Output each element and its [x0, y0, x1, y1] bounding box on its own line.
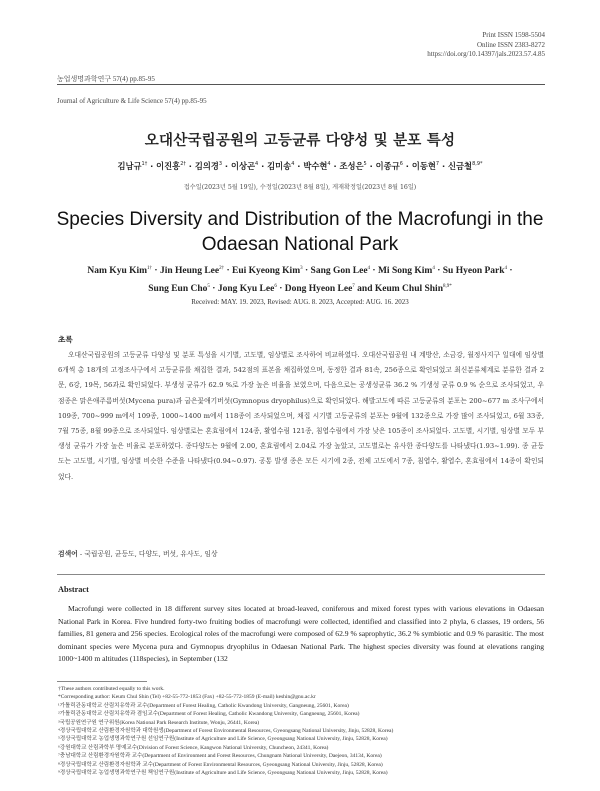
- author-name: 이종규: [375, 161, 400, 171]
- en-dates: Received: MAY. 19. 2023, Revised: AUG. 8. 2023, Accepted: AUG. 16. 2023: [191, 298, 409, 306]
- author-affiliation-mark: 4: [255, 161, 259, 168]
- author-name: Sung Eun Cho: [148, 284, 208, 295]
- author-affiliation-mark: 1†: [141, 161, 148, 168]
- online-issn: Online ISSN 2383-8272: [476, 40, 545, 49]
- footnotes: [58, 685, 548, 777]
- section-rule: [57, 574, 545, 575]
- author-name: 이상곤: [230, 161, 256, 171]
- footnote-line: ¹가톨릭관동대학교 산림치유학과 교수(Department of Forest Healing, Catholic Kwandong University, Gangneung, 25601, Korea): [58, 702, 349, 709]
- author-affiliation-mark: 6: [274, 284, 277, 290]
- author-name: 박수현: [303, 161, 328, 171]
- en-abstract-heading: Abstract: [58, 585, 89, 594]
- author-affiliation-mark: 4: [432, 266, 435, 271]
- footnote-line: ³국립공원연구원 연구위원(Korea National Park Research Institute, Wonju, 26441, Korea): [58, 719, 260, 726]
- author-name: 김의경: [194, 161, 219, 171]
- en-title: Species Diversity and Distribution of the Macrofungi in the Odaesan National Park: [56, 209, 544, 255]
- keywords-label: 검색어: [58, 550, 78, 558]
- author-name: 조성은: [339, 161, 364, 171]
- en-authors-line-2: Sung Eun Cho$^5$ · Jong Kyu Lee$^6$ · Dong Hyeon Lee$^7$ and Keum Chul Shin$^{8,9*}$: [148, 284, 452, 295]
- footnote-line: ⁸경상국립대학교 산림환경자원학과 교수(Department of Forest Environmental Resources, Gyeongsang National University, Jinju, 52828, Korea): [58, 761, 383, 768]
- footnote-rule: [57, 681, 147, 682]
- footnote-line: ⁷충남대학교 산림환경자원학과 교수(Department of Environment and Forest Resources, Chungnam National University, Daejeon, 34134, Korea): [58, 753, 382, 760]
- doi-link[interactable]: https://doi.org/10.14397/jals.2023.57.4.85: [427, 50, 545, 58]
- ko-title: 오대산국립공원의 고등균류 다양성 및 분포 특성: [144, 133, 456, 149]
- author-name: Mi Song Kim: [377, 266, 433, 277]
- author-affiliation-mark: 3: [300, 266, 303, 271]
- author-affiliation-mark: 8,9*: [472, 161, 483, 168]
- ko-abstract-heading: 초록: [58, 335, 73, 344]
- author-name: Nam Kyu Kim: [87, 266, 148, 277]
- author-name: Jin Heung Lee: [159, 266, 220, 277]
- author-affiliation-mark: 5: [363, 161, 367, 168]
- print-issn: Print ISSN 1598-5504: [482, 31, 545, 39]
- en-abstract: Macrofungi were collected in 18 different survey sites located at broad-leaved, coniferous and mixed forest types with various elevations in Odaesan National Park in Korea. Five hundred forty-two fruiting bodies of macrofungi were collected, identified and classified into 2 phyla, 6 classes, 19 orders, 56 families, 81 genera and 256 species. Ecological roles of the macrofungi were composed of 62.9 % saprophytic, 36.2 % symbiotic and 0.9 % parasitic. The most dominant species were Mycena pura and Gymnopus dryophilus in Odaesan National Park. The highest species diversity was found at elevations ranging 1000~1400 m altitudes (118species), in September (132: [58, 604, 544, 664]
- footnote-line: ⁴경상국립대학교 산림환경자원학과 대학원생(Department of Forest Environmental Resources, Gyeongsang National University, Jinju, 52828, Korea): [58, 728, 394, 735]
- author-affiliation-mark: 1†: [147, 266, 153, 271]
- author-name: Jong Kyu Lee: [217, 284, 275, 295]
- author-name: 이동현: [411, 161, 436, 171]
- author-affiliation-mark: 3: [218, 161, 223, 168]
- en-journal-ref: Journal of Agriculture & Life Science 57(4) pp.85-95: [57, 97, 207, 105]
- ko-journal-ref: 농업생명과학연구 57(4) pp.85-95: [57, 75, 155, 83]
- author-affiliation-mark: 4: [367, 266, 371, 271]
- author-name: Su Hyeon Park: [442, 266, 505, 277]
- footnote-line: ⁶강원대학교 산림과학부 명예교수(Division of Forest Science, Kangwon National University, Chuncheon, 24341, Korea): [58, 744, 329, 751]
- author-name: Dong Hyeon Lee: [284, 284, 353, 295]
- issn-block: [427, 31, 545, 60]
- author-affiliation-mark: 2†: [180, 161, 186, 168]
- footnote-line: ⁵경상국립대학교 농업생명과학연구원 선임연구원(Institute of Agriculture and Life Science, Gyeongsang National University, Jinju, 52828, Korea): [58, 736, 388, 743]
- ko-dates: 접수일(2023년 5월 19일), 수정일(2023년 8월 8일), 게재확정일(2023년 8월 16일): [183, 184, 417, 191]
- header-rule: [57, 84, 545, 85]
- and-word: and: [354, 284, 375, 295]
- ko-abstract: 오대산국립공원의 고등균류 다양성 및 분포 특성을 시기별, 고도별, 임상별로 조사하여 비교하였다. 오대산국립공원 내 계방산, 소금강, 월정사지구 일대에 임상별 6개씩 총 18개의 고정조사구에서 고등균류를 채집한 결과, 542점의 표본을 채집하였으며, 동정한 결과 81속, 256종으로 확인되었고 최신분류체계로 분류한 결과 2문, 6강, 19목, 56과로 확인되었다. 부생성 균류가 62.9 %로 가장 높은 비율을 보였으며, 다음으로는 공생성균류 36.2 % 기생성 균류 0.9 % 순으로 조사되었고, 우점종은 맑은애주름버섯(Mycena pura)과 굽은꽃애기버섯(Gymnopus dryophilus)으로 확인되었다. 해발고도에 따른 고등균류의 분포는 200~677 m 조사구에서 109종, 700~999 m에서 109종, 1000~1400 m에서 118종이 조사되었으며, 채집 시기별 고등균류의 분포는 9월에 132종으로 가장 많이 조사되었고, 6월 33종, 7월 75종, 8월 99종으로 조사되었다. 임상별로는 혼효림에서 124종, 활엽수림 121종, 침엽수림에서 가장 낮은 105종이 조사되었다. 고도별, 시기별, 임상별 모두 부생성 균류가 가장 높은 비율로 분포하였다. 종다양도는 9월에 2.00, 혼효림에서 2.04로 가장 높았고, 고도별로는 유사한 종다양도를 나타냈다(1.93~1.99). 종 균등도는 고도별, 시기별, 임상별 비슷한 수준을 나타냈다(0.94~0.97). 공통 발생 종은 모든 시기에 2종, 전체 고도에서 7종, 침엽수, 활엽수, 혼효림에서 14종이 확인되었다.: [58, 351, 544, 481]
- author-affiliation-mark: 8,9*: [443, 284, 452, 290]
- author-name: 김미송: [267, 161, 292, 171]
- author-affiliation-mark: 4: [291, 161, 295, 168]
- keywords-list: - 국립공원, 균등도, 다양도, 버섯, 유사도, 임상: [77, 550, 218, 558]
- en-authors: [60, 261, 540, 297]
- footnote-line: †These authors contributed equally to this work.: [58, 686, 165, 692]
- author-name: Eui Kyeong Kim: [232, 266, 301, 277]
- author-affiliation-mark: 4: [327, 161, 331, 168]
- en-authors-line-1: Nam Kyu Kim$^{1\dagger}$ · Jin Heung Lee$^{2\dagger}$ · Eui Kyeong Kim$^3$ · Sang Gon Lee$^4$ · Mi Song Kim$^4$ · Su Hyeon Park$^4$ ·: [87, 266, 513, 277]
- author-affiliation-mark: 6: [399, 161, 403, 168]
- author-affiliation-mark: 5: [207, 284, 210, 290]
- author-name: Sang Gon Lee: [310, 266, 368, 277]
- ko-keywords: [58, 548, 218, 558]
- author-name: 김남규: [117, 161, 142, 171]
- author-affiliation-mark: 7: [352, 284, 355, 290]
- author-name: 이진흥: [156, 161, 181, 171]
- author-name: 신금철: [448, 161, 473, 171]
- footnote-line: ⁹경상국립대학교 농업생명과학연구원 책임연구원(Institute of Agriculture and Life Science, Gyeongsang National University, Jinju, 52828, Korea): [58, 770, 388, 777]
- footnote-line: *Corresponding author: Keum Chul Shin (Tel) +82-55-772-1853 (Fax) +82-55-772-1859 (E-mail) keshin@gnu.ac.kr: [58, 694, 316, 701]
- footnote-line: ²가톨릭관동대학교 산림치유학과 겸임교수(Department of Forest Healing, Catholic Kwandong University, Gangneung, 25601, Korea): [58, 711, 360, 718]
- ko-authors: 김남규$^{1\dagger}$ · 이진흥$^{2\dagger}$ · 김의경$^3$ · 이상곤$^4$ · 김미송$^4$ · 박수현$^4$ · 조성은$^5$ · 이종규$^6$ · 이동현$^7$ · 신금철$^{8,9*}$: [117, 161, 483, 171]
- author-affiliation-mark: 2†: [219, 266, 225, 271]
- author-affiliation-mark: 4: [504, 266, 508, 271]
- author-affiliation-mark: 7: [435, 161, 440, 168]
- author-name: Keum Chul Shin: [374, 284, 443, 295]
